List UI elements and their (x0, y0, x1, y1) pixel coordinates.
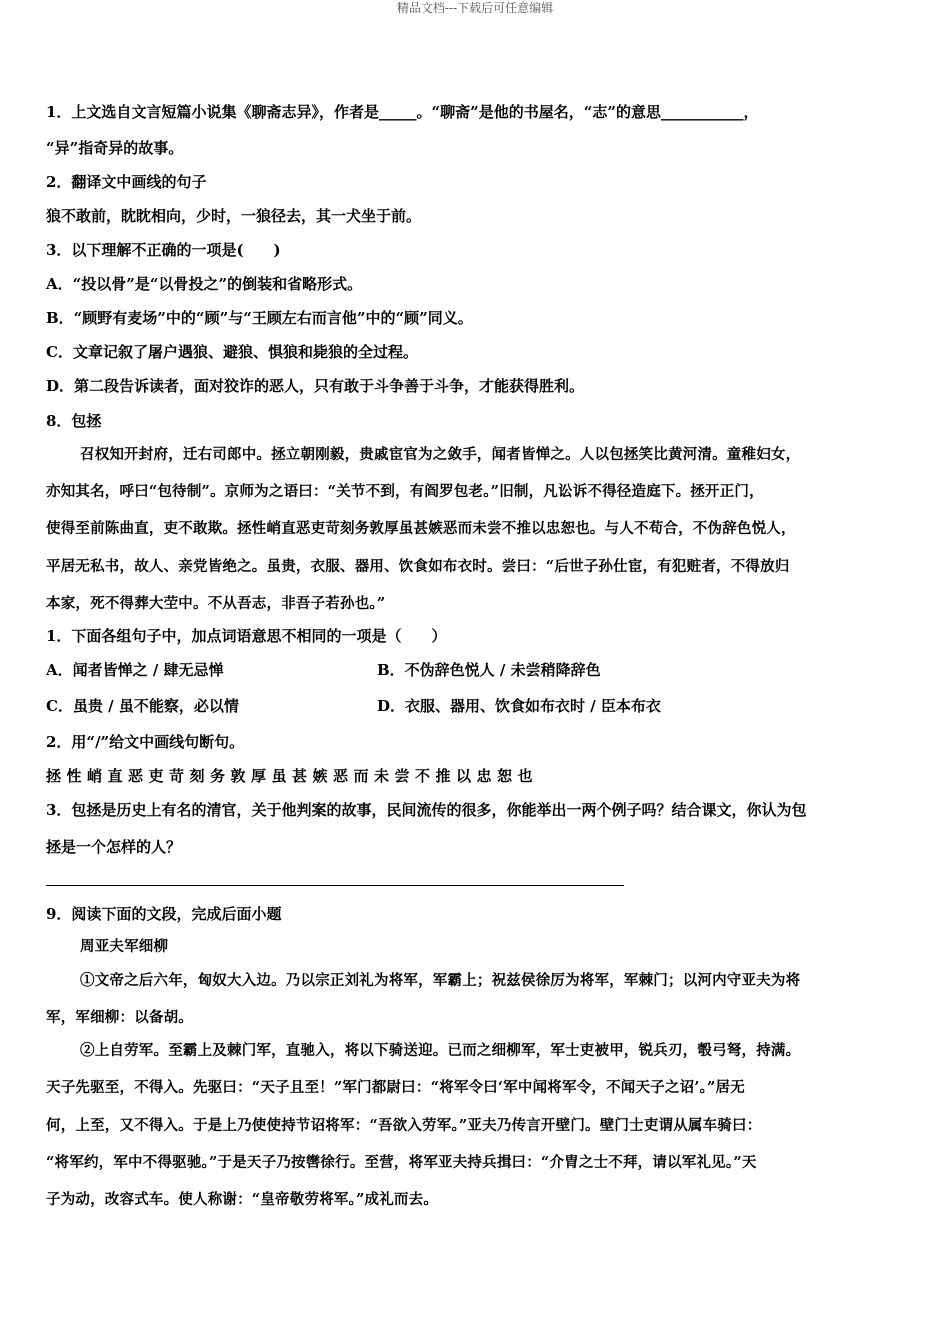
passage-9-para-1-line-2: 军，军细柳：以备胡。 (46, 1009, 193, 1026)
option-b: B．“顾野有麦场”中的“顾”与“王顾左右而言他”中的“顾”同义。 (46, 309, 473, 327)
passage-9-para-2-line-2: 天子先驱至，不得入。先驱曰：“天子且至！”军门都尉曰：“将军令曰‘军中闻将军令，不闻天子之诏’。”居无 (46, 1079, 745, 1096)
passage-9-para-2-line-5: 子为动，改容式车。使人称谢：“皇帝敬劳将军。”成礼而去。 (46, 1191, 439, 1208)
option-c: C．文章记叙了屠户遇狼、避狼、惧狼和毙狼的全过程。 (46, 343, 418, 361)
page-header: 精品文档---下载后可任意编辑 (396, 1, 554, 15)
passage-9-para-2-line-4: “将军约，军中不得驱驰。”于是天子乃按辔徐行。至营，将军亚夫持兵揖曰：“介胄之士不拜，请以军礼见。”天 (46, 1154, 757, 1171)
question-9-title: 9．阅读下面的文段，完成后面小题 (46, 905, 282, 923)
answer-line (46, 885, 624, 886)
question-8-2: 2．用“/”给文中画线句断句。 (46, 733, 245, 751)
passage-9-para-2-line-1: ②上自劳军。至霸上及棘门军，直驰入，将以下骑送迎。已而之细柳军，军士吏被甲，锐兵刃，彀弓弩，持满。 (80, 1042, 801, 1059)
passage-9-para-1-line-1: ①文帝之后六年，匈奴大入边。乃以宗正刘礼为将军，军霸上；祝兹侯徐厉为将军，军棘门；以河内守亚夫为将 (80, 972, 801, 989)
option-8-1-d: D．衣服、器用、饮食如布衣时 / 臣本布衣 (377, 697, 661, 715)
option-8-1-c: C．虽贵 / 虽不能察，必以情 (46, 697, 239, 715)
question-1-1-cont: “异”指奇异的故事。 (46, 139, 184, 157)
option-d: D．第二段告诉读者，面对狡诈的恶人，只有敢于斗争善于斗争，才能获得胜利。 (46, 377, 585, 395)
question-1-2: 2．翻译文中画线的句子 (46, 173, 207, 191)
question-1-3: 3．以下理解不正确的一项是( ) (46, 241, 281, 259)
question-8-1: 1．下面各组句子中，加点词语意思不相同的一项是（ ） (46, 627, 447, 645)
passage-8-line-5: 本家，死不得葬大茔中。不从吾志，非吾子若孙也。” (46, 595, 386, 612)
passage-9-title: 周亚夫军细柳 (80, 938, 169, 955)
passage-8-line-1: 召权知开封府，迁右司郎中。拯立朝刚毅，贵戚宦官为之敛手，闻者皆惮之。人以包拯笑比黄河清。童稚妇女， (80, 446, 801, 463)
question-1-2-sentence: 狼不敢前，眈眈相向，少时，一狼径去，其一犬坐于前。 (46, 207, 422, 225)
option-a: A．“投以骨”是“以骨投之”的倒装和省略形式。 (46, 275, 363, 293)
question-8-2-sentence: 拯性峭直恶吏苛刻务敦厚虽甚嫉恶而未尝不推以忠恕也 (46, 767, 539, 785)
passage-8-line-2: 亦知其名，呼曰“包待制”。京师为之语曰：“关节不到，有阎罗包老。”旧制，凡讼诉不得径造庭下。拯开正门， (46, 483, 764, 500)
passage-9-para-2-line-3: 何，上至，又不得入。于是上乃使使持节诏将军：“吾欲入劳军。”亚夫乃传言开壁门。壁门士吏谓从属车骑曰： (46, 1117, 762, 1134)
option-8-1-b: B．不伪辞色悦人 / 未尝稍降辞色 (377, 661, 601, 679)
question-8-3-cont: 拯是一个怎样的人？ (46, 838, 182, 856)
question-8-title: 8．包拯 (46, 412, 102, 430)
option-8-1-a: A．闻者皆惮之 / 肆无忌惮 (46, 661, 224, 679)
question-8-3: 3．包拯是历史上有名的清官，关于他判案的故事，民间流传的很多，你能举出一两个例子吗？结合课文，你认为包 (46, 801, 807, 819)
passage-8-line-4: 平居无私书，故人、亲党皆绝之。虽贵，衣服、器用、饮食如布衣时。尝曰：“后世子孙仕宦，有犯赃者，不得放归 (46, 558, 790, 575)
question-1-1: 1．上文选自文言短篇小说集《聊斋志异》，作者是_____。“聊斋”是他的书屋名，“志”的意思___________， (46, 103, 759, 121)
passage-8-line-3: 使得至前陈曲直，吏不敢欺。拯性峭直恶吏苛刻务敦厚虽甚嫉恶而未尝不推以忠恕也。与人不苟合，不伪辞色悦人， (46, 520, 796, 537)
